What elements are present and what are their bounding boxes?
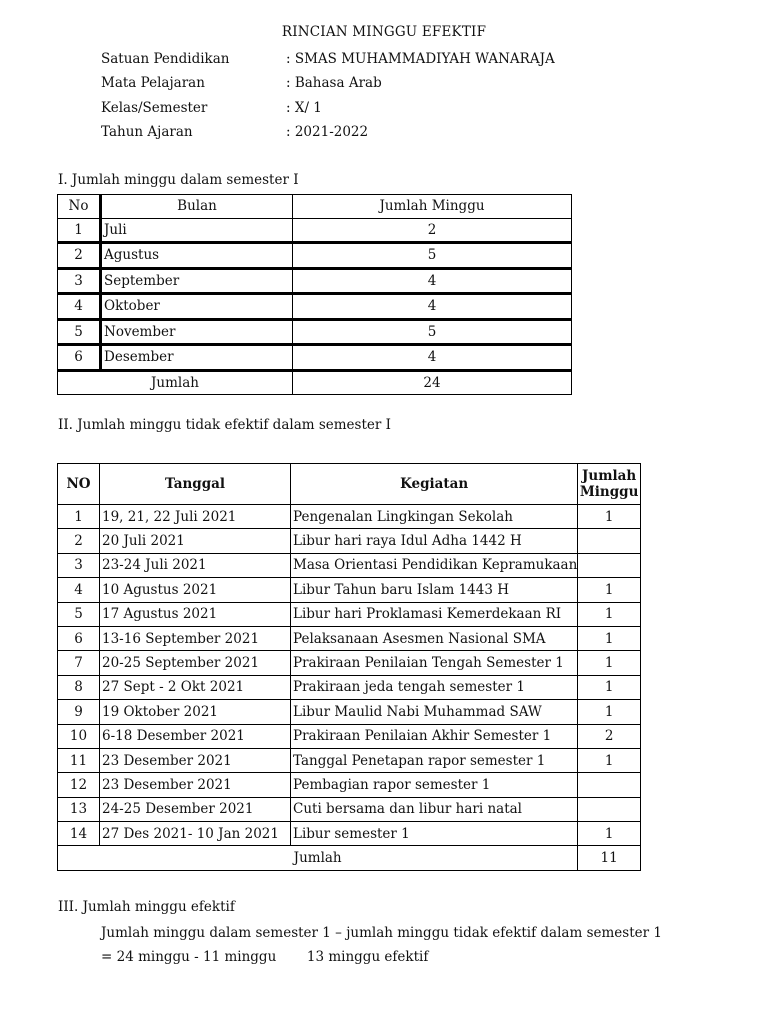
row-no: 1 bbox=[58, 218, 101, 243]
row-date: 23 Desember 2021 bbox=[100, 748, 291, 772]
info-value: : SMAS MUHAMMADIYAH WANARAJA bbox=[286, 51, 555, 67]
table-row bbox=[58, 553, 641, 577]
row-no: 13 bbox=[58, 797, 100, 821]
table-row bbox=[58, 724, 641, 748]
header-activity: Kegiatan bbox=[291, 464, 578, 505]
row-date: 23 Desember 2021 bbox=[100, 773, 291, 797]
non-effective-weeks-table bbox=[57, 463, 641, 871]
row-weeks: 1 bbox=[578, 578, 641, 602]
row-date: 20 Juli 2021 bbox=[100, 529, 291, 553]
table-row bbox=[58, 243, 572, 269]
section2-heading: II. Jumlah minggu tidak efektif dalam semester I bbox=[58, 417, 391, 433]
row-weeks: 1 bbox=[578, 505, 641, 529]
header-weeks-line2: Minggu bbox=[579, 484, 639, 500]
row-weeks bbox=[578, 773, 641, 797]
header-date: Tanggal bbox=[100, 464, 291, 505]
row-date: 24-25 Desember 2021 bbox=[100, 797, 291, 821]
row-weeks bbox=[578, 797, 641, 821]
row-activity: Prakiraan Penilaian Akhir Semester 1 bbox=[291, 724, 578, 748]
table-row bbox=[58, 675, 641, 699]
calculation-text: = 24 minggu - 11 minggu bbox=[101, 949, 277, 965]
row-activity: Tanggal Penetapan rapor semester 1 bbox=[291, 748, 578, 772]
total-row bbox=[58, 370, 572, 395]
row-weeks: 1 bbox=[578, 626, 641, 650]
total-label: Jumlah bbox=[58, 370, 293, 395]
header-month: Bulan bbox=[101, 195, 293, 219]
table-row bbox=[58, 218, 572, 243]
row-activity: Libur Tahun baru Islam 1443 H bbox=[291, 578, 578, 602]
calculation-result: 13 minggu efektif bbox=[306, 949, 429, 965]
row-weeks: 5 bbox=[293, 319, 572, 345]
total-value: 11 bbox=[578, 846, 641, 870]
header-weeks-line1: Jumlah bbox=[582, 468, 637, 484]
table-row bbox=[58, 602, 641, 626]
row-no: 14 bbox=[58, 822, 100, 846]
row-activity: Libur hari raya Idul Adha 1442 H bbox=[291, 529, 578, 553]
info-value: : Bahasa Arab bbox=[286, 75, 382, 91]
section1-heading: I. Jumlah minggu dalam semester I bbox=[58, 172, 299, 188]
row-activity: Pengenalan Lingkingan Sekolah bbox=[291, 505, 578, 529]
row-activity: Libur semester 1 bbox=[291, 822, 578, 846]
row-date: 27 Sept - 2 Okt 2021 bbox=[100, 675, 291, 699]
info-value: : X/ 1 bbox=[286, 100, 322, 116]
row-date: 27 Des 2021- 10 Jan 2021 bbox=[100, 822, 291, 846]
table-row bbox=[58, 700, 641, 724]
table-row bbox=[58, 797, 641, 821]
row-weeks: 1 bbox=[578, 748, 641, 772]
formula-line: Jumlah minggu dalam semester 1 – jumlah minggu tidak efektif dalam semester 1 bbox=[101, 925, 662, 941]
row-no: 8 bbox=[58, 675, 100, 699]
header-weeks bbox=[578, 464, 641, 505]
table-header-row bbox=[58, 464, 641, 505]
row-weeks: 1 bbox=[578, 602, 641, 626]
row-month: Desember bbox=[101, 345, 293, 371]
row-no: 6 bbox=[58, 626, 100, 650]
row-month: Agustus bbox=[101, 243, 293, 269]
row-no: 3 bbox=[58, 268, 101, 294]
row-weeks: 4 bbox=[293, 345, 572, 371]
table-row bbox=[58, 294, 572, 320]
row-weeks bbox=[578, 529, 641, 553]
info-label: Kelas/Semester bbox=[101, 100, 208, 116]
row-month: Juli bbox=[101, 218, 293, 243]
table-row bbox=[58, 822, 641, 846]
section3-heading: III. Jumlah minggu efektif bbox=[58, 899, 235, 915]
row-activity: Libur Maulid Nabi Muhammad SAW bbox=[291, 700, 578, 724]
row-date: 10 Agustus 2021 bbox=[100, 578, 291, 602]
row-no: 9 bbox=[58, 700, 100, 724]
table-row bbox=[58, 319, 572, 345]
row-activity: Pelaksanaan Asesmen Nasional SMA bbox=[291, 626, 578, 650]
row-activity: Cuti bersama dan libur hari natal bbox=[291, 797, 578, 821]
row-month: Oktober bbox=[101, 294, 293, 320]
header-no: No bbox=[58, 195, 101, 219]
document-title: RINCIAN MINGGU EFEKTIF bbox=[281, 24, 487, 40]
row-month: November bbox=[101, 319, 293, 345]
row-no: 4 bbox=[58, 578, 100, 602]
calculation-line bbox=[101, 949, 428, 965]
row-activity: Pembagian rapor semester 1 bbox=[291, 773, 578, 797]
header-weeks: Jumlah Minggu bbox=[293, 195, 572, 219]
info-label: Tahun Ajaran bbox=[101, 124, 193, 140]
table-row bbox=[58, 748, 641, 772]
row-weeks: 1 bbox=[578, 822, 641, 846]
row-date: 17 Agustus 2021 bbox=[100, 602, 291, 626]
row-no: 3 bbox=[58, 553, 100, 577]
row-no: 12 bbox=[58, 773, 100, 797]
row-weeks: 1 bbox=[578, 700, 641, 724]
row-date: 19, 21, 22 Juli 2021 bbox=[100, 505, 291, 529]
table-row bbox=[58, 773, 641, 797]
row-date: 13-16 September 2021 bbox=[100, 626, 291, 650]
row-date: 6-18 Desember 2021 bbox=[100, 724, 291, 748]
row-date: 23-24 Juli 2021 bbox=[100, 553, 291, 577]
row-activity: Prakiraan jeda tengah semester 1 bbox=[291, 675, 578, 699]
row-no: 7 bbox=[58, 651, 100, 675]
row-weeks: 5 bbox=[293, 243, 572, 269]
table-row bbox=[58, 268, 572, 294]
table-row bbox=[58, 345, 572, 371]
row-date: 19 Oktober 2021 bbox=[100, 700, 291, 724]
row-weeks: 1 bbox=[578, 651, 641, 675]
row-activity: Prakiraan Penilaian Tengah Semester 1 bbox=[291, 651, 578, 675]
weeks-per-month-table bbox=[57, 194, 572, 395]
row-weeks: 1 bbox=[578, 675, 641, 699]
table-row bbox=[58, 626, 641, 650]
row-weeks: 2 bbox=[578, 724, 641, 748]
info-value: : 2021-2022 bbox=[286, 124, 369, 140]
row-weeks: 4 bbox=[293, 294, 572, 320]
row-activity: Libur hari Proklamasi Kemerdekaan RI bbox=[291, 602, 578, 626]
table-header-row bbox=[58, 195, 572, 219]
row-no: 2 bbox=[58, 243, 101, 269]
row-activity: Masa Orientasi Pendidikan Kepramukaan bbox=[291, 553, 578, 577]
total-label: Jumlah bbox=[58, 846, 578, 870]
total-value: 24 bbox=[293, 370, 572, 395]
row-no: 1 bbox=[58, 505, 100, 529]
row-no: 6 bbox=[58, 345, 101, 371]
row-no: 4 bbox=[58, 294, 101, 320]
table-row bbox=[58, 505, 641, 529]
table-row bbox=[58, 578, 641, 602]
row-weeks: 4 bbox=[293, 268, 572, 294]
row-date: 20-25 September 2021 bbox=[100, 651, 291, 675]
row-no: 5 bbox=[58, 319, 101, 345]
info-label: Mata Pelajaran bbox=[101, 75, 205, 91]
row-no: 11 bbox=[58, 748, 100, 772]
table-row bbox=[58, 529, 641, 553]
row-no: 10 bbox=[58, 724, 100, 748]
info-label: Satuan Pendidikan bbox=[101, 51, 230, 67]
table-row bbox=[58, 651, 641, 675]
row-no: 2 bbox=[58, 529, 100, 553]
row-weeks: 2 bbox=[293, 218, 572, 243]
header-no: NO bbox=[58, 464, 100, 505]
row-no: 5 bbox=[58, 602, 100, 626]
row-month: September bbox=[101, 268, 293, 294]
row-weeks bbox=[578, 553, 641, 577]
total-row bbox=[58, 846, 641, 870]
